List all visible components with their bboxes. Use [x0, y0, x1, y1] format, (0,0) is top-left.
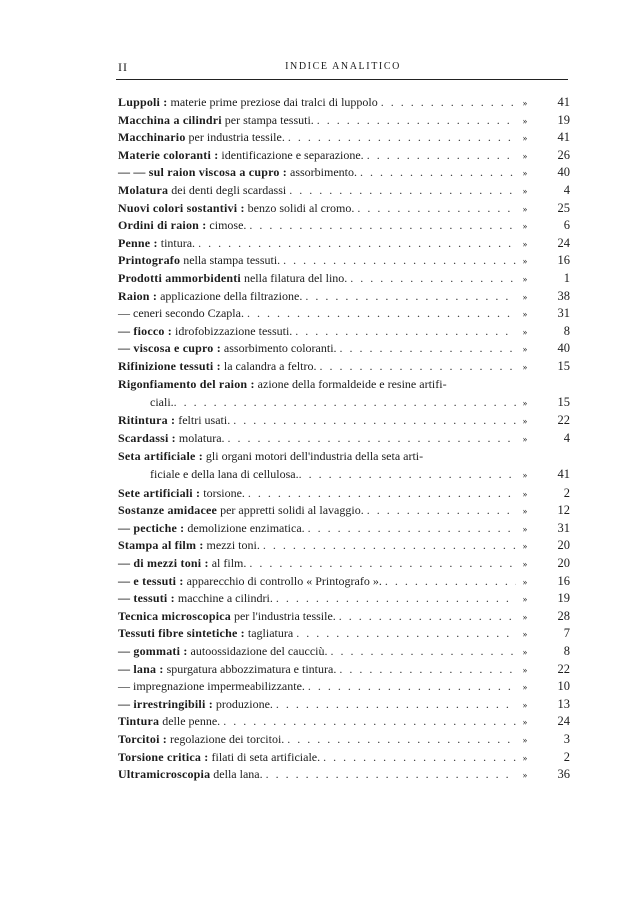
entry-text [150, 393, 174, 412]
guillemet-mark: » [522, 488, 528, 499]
page-ref: 36 [557, 767, 570, 782]
page-ref: 28 [557, 608, 570, 623]
index-entry [118, 147, 570, 165]
entry-heading: Luppoli : [118, 95, 168, 109]
entry-description: della lana. [210, 767, 263, 782]
page-ref: 19 [557, 112, 570, 127]
guillemet-mark: » [522, 594, 528, 605]
guillemet-mark: » [522, 576, 528, 587]
entry-text [118, 217, 246, 235]
entry-text [118, 323, 292, 341]
guillemet-mark: » [522, 344, 528, 355]
entry-text [118, 430, 225, 448]
entry-text [118, 305, 244, 323]
guillemet-mark: » [522, 256, 528, 267]
dot-leader [350, 270, 516, 288]
entry-text [118, 696, 273, 714]
guillemet-mark: » [522, 238, 528, 249]
page-ref: 8 [563, 323, 570, 338]
entry-description: azione della formaldeide e resine artifi- [254, 376, 447, 391]
entry-heading: Raion : [118, 288, 158, 303]
entry-text [118, 713, 220, 731]
index-entry [118, 502, 570, 520]
entry-description: regolazione dei torcitoi. [167, 731, 285, 746]
dot-leader [305, 288, 516, 306]
page-ref: 6 [563, 218, 570, 233]
index-entry [118, 766, 570, 784]
entry-description: delle penne. [159, 714, 221, 729]
entry-text [118, 340, 337, 358]
entry-heading: Macchina a cilindri [118, 112, 222, 127]
entry-description: ficiale e della lana di cellulosa. [150, 467, 299, 482]
index-entry [118, 235, 570, 253]
dot-leader [357, 200, 516, 218]
entry-heading: — e tessuti : [118, 573, 184, 588]
guillemet-mark: » [522, 664, 528, 675]
entry-heading: Stampa al film : [118, 538, 204, 553]
index-entry [118, 164, 570, 182]
index-entry [118, 590, 570, 608]
guillemet-mark: » [522, 168, 528, 179]
page-ref: 16 [557, 253, 570, 268]
entry-text [118, 625, 293, 643]
index-entry [118, 731, 570, 749]
entry-heading: Seta artificiale : [118, 448, 203, 463]
header-rule [116, 79, 568, 80]
dot-leader [317, 112, 516, 130]
entry-description: — ceneri secondo Czapla. [118, 306, 244, 321]
page-ref: 7 [563, 626, 570, 641]
dot-leader [339, 608, 516, 626]
entry-description: tagliatura [244, 626, 294, 641]
entry-description: tintura. [157, 235, 196, 250]
page-ref: 26 [557, 147, 570, 162]
dot-leader [247, 305, 516, 323]
dot-leader [228, 430, 516, 448]
guillemet-mark: » [522, 398, 528, 409]
guillemet-mark: » [522, 150, 528, 161]
page-ref: 20 [557, 538, 570, 553]
entry-description: assorbimento. [287, 165, 357, 180]
index-entry [118, 749, 570, 767]
guillemet-mark: » [522, 506, 528, 517]
entry-text [118, 448, 423, 466]
guillemet-mark: » [522, 541, 528, 552]
index-entry [118, 430, 570, 448]
page-ref: 19 [557, 591, 570, 606]
page-ref: 41 [557, 95, 570, 109]
guillemet-mark: » [522, 434, 528, 445]
guillemet-mark: » [522, 734, 528, 745]
page-ref: 40 [557, 165, 570, 180]
entry-description: benzo solidi al cromo. [244, 200, 355, 215]
dot-leader [233, 412, 516, 430]
entry-description: per stampa tessuti. [221, 112, 314, 127]
entry-description: feltri usati. [175, 413, 231, 428]
entry-heading: Tintura [118, 714, 160, 729]
dot-leader [330, 643, 516, 661]
dot-leader [266, 766, 516, 784]
guillemet-mark: » [522, 326, 528, 337]
guillemet-mark: » [522, 629, 528, 640]
page-ref: 41 [557, 467, 570, 482]
page-ref: 1 [563, 270, 570, 285]
page-ref: 4 [563, 431, 570, 446]
entry-text [118, 94, 378, 112]
guillemet-mark: » [522, 717, 528, 728]
entry-description: nella stampa tessuti. [180, 253, 281, 268]
guillemet-mark: » [522, 523, 528, 534]
entry-heading: — pectiche : [118, 520, 185, 535]
page-ref: 10 [557, 679, 570, 694]
entry-description: mezzi toni. [203, 538, 260, 553]
index-entry [118, 573, 570, 591]
entry-heading: — viscosa e cupro : [118, 341, 221, 356]
page-ref: 2 [563, 749, 570, 764]
page-ref: 38 [557, 288, 570, 303]
page-ref: 12 [557, 503, 570, 518]
entry-heading: Penne : [118, 235, 158, 250]
index-entry [118, 252, 570, 270]
dot-leader [308, 520, 516, 538]
entry-heading: Molatura [118, 182, 169, 197]
index-entry [118, 608, 570, 626]
entry-text [118, 200, 354, 218]
page-ref: 31 [557, 520, 570, 535]
guillemet-mark: » [522, 361, 528, 372]
dot-leader [296, 625, 516, 643]
entry-description: identificazione e separazione. [218, 147, 364, 162]
dot-leader [340, 340, 516, 358]
entry-text [118, 129, 285, 147]
index-entry [118, 340, 570, 358]
index-entry [118, 465, 570, 484]
guillemet-mark: » [522, 291, 528, 302]
dot-leader [381, 94, 516, 112]
entry-text [118, 537, 260, 555]
guillemet-mark: » [522, 185, 528, 196]
entry-description: assorbimento coloranti. [220, 341, 337, 356]
page-ref: 15 [557, 395, 570, 410]
index-entry [118, 217, 570, 235]
entry-text [118, 235, 195, 253]
page-ref: 15 [557, 358, 570, 373]
entry-description: — impregnazione impermeabilizzante. [118, 679, 305, 694]
entry-description: per industria tessile. [185, 130, 285, 145]
page-ref: 3 [563, 731, 570, 746]
entry-description: filati di seta artificiale. [208, 749, 321, 764]
entry-heading: Nuovi colori sostantivi : [118, 200, 245, 215]
entry-heading: Torsione critica : [118, 749, 209, 764]
dot-leader [295, 323, 516, 341]
dot-leader [276, 590, 516, 608]
guillemet-mark: » [522, 559, 528, 570]
entry-description: applicazione della filtrazione. [157, 288, 303, 303]
dot-leader [198, 235, 516, 253]
entry-heading: Printografo [118, 253, 181, 268]
dot-leader [249, 555, 516, 573]
entry-description: al film. [208, 556, 247, 571]
entry-description: demolizione enzimatica. [184, 520, 305, 535]
dot-leader [287, 731, 516, 749]
page-ref: 31 [557, 306, 570, 321]
page-ref: 22 [557, 661, 570, 676]
page-ref: 25 [557, 200, 570, 215]
entry-description: apparecchio di controllo « Printografo ». [183, 573, 382, 588]
index-entry [118, 485, 570, 503]
entry-heading: Sostanze amidacee [118, 503, 218, 518]
entry-heading: Materie coloranti : [118, 147, 219, 162]
entry-heading: — di mezzi toni : [118, 556, 209, 571]
index-entry [118, 94, 570, 112]
guillemet-mark: » [522, 221, 528, 232]
page-number: II [118, 60, 128, 74]
entry-heading: Macchinario [118, 130, 186, 145]
entry-heading: Ultramicroscopia [118, 767, 211, 782]
entry-heading: Rifinizione tessuti : [118, 358, 221, 373]
entry-text [118, 288, 302, 306]
entry-text [118, 608, 336, 626]
index-entry [118, 537, 570, 555]
dot-leader [289, 182, 516, 200]
entry-heading: — — sul raion viscosa a cupro : [118, 165, 287, 180]
guillemet-mark: » [522, 98, 528, 108]
index-entry [118, 625, 570, 643]
entry-text [118, 270, 347, 288]
entry-text [118, 590, 273, 608]
entry-heading: Sete artificiali : [118, 485, 201, 500]
guillemet-mark: » [522, 203, 528, 214]
running-head: INDICE ANALITICO [285, 61, 401, 72]
entry-heading: — gommati : [118, 644, 188, 658]
entry-description: macchine a cilindri. [174, 591, 273, 606]
entry-text [118, 358, 316, 376]
index-entry [118, 376, 570, 394]
entry-description: spurgatura abbozzimatura e tintura. [163, 661, 337, 676]
page-ref: 40 [557, 341, 570, 356]
page-ref: 16 [557, 573, 570, 588]
guillemet-mark: » [522, 309, 528, 320]
entry-description: idrofobizzazione tessuti. [171, 323, 293, 338]
index-entry [118, 696, 570, 714]
entry-description: per l'industria tessile. [230, 608, 336, 623]
index-entry [118, 393, 570, 412]
index-entry [118, 678, 570, 696]
entry-description: torsione. [200, 485, 245, 500]
index-entry [118, 555, 570, 573]
dot-leader [323, 749, 516, 767]
entry-text [118, 252, 280, 270]
index-entry [118, 288, 570, 306]
guillemet-mark: » [522, 115, 528, 126]
entry-text [118, 164, 357, 182]
entry-text [118, 485, 245, 503]
dot-leader [367, 502, 516, 520]
entry-description: ciali. [150, 395, 174, 410]
page-ref: 24 [557, 235, 570, 250]
entry-text [118, 731, 284, 749]
entry-description: gli organi motori dell'industria della seta arti- [202, 448, 424, 463]
dot-leader [276, 696, 516, 714]
page-ref: 24 [557, 714, 570, 729]
index-entry [118, 129, 570, 147]
dot-leader [249, 217, 516, 235]
dot-leader [263, 537, 516, 555]
dot-leader [283, 252, 516, 270]
entry-text [118, 573, 382, 591]
index-entry [118, 713, 570, 731]
entry-text [118, 520, 305, 538]
index-list [118, 94, 570, 784]
entry-heading: — fiocco : [118, 323, 172, 338]
entry-text [118, 182, 286, 200]
dot-leader [174, 393, 516, 412]
entry-heading: Tessuti fibre sintetiche : [118, 626, 245, 641]
dot-leader [299, 465, 516, 484]
entry-description: per appretti solidi al lavaggio. [217, 503, 364, 518]
index-entry [118, 182, 570, 200]
entry-description: la calandra a feltro. [220, 358, 317, 373]
entry-text [118, 147, 364, 165]
entry-heading: — lana : [118, 661, 164, 676]
entry-text [118, 766, 263, 784]
index-entry [118, 270, 570, 288]
guillemet-mark: » [522, 416, 528, 427]
dot-leader [308, 678, 516, 696]
index-entry [118, 448, 570, 466]
entry-heading: Ritintura : [118, 413, 176, 428]
entry-text [118, 643, 327, 661]
page-ref: 8 [563, 644, 570, 658]
guillemet-mark: » [522, 770, 528, 781]
entry-heading: — irrestringibili : [118, 696, 213, 711]
index-entry [118, 358, 570, 376]
entry-text [118, 555, 246, 573]
index-entry [118, 112, 570, 130]
dot-leader [248, 485, 516, 503]
entry-description: cimose. [206, 218, 247, 233]
index-entry [118, 200, 570, 218]
dot-leader [360, 164, 516, 182]
index-entry [118, 412, 570, 430]
page-ref: 13 [557, 696, 570, 711]
guillemet-mark: » [522, 647, 528, 657]
index-entry [118, 323, 570, 341]
entry-text [118, 502, 364, 520]
guillemet-mark: » [522, 682, 528, 693]
entry-heading: Tecnica microscopica [118, 608, 231, 623]
entry-text [118, 112, 314, 130]
guillemet-mark: » [522, 699, 528, 710]
guillemet-mark: » [522, 273, 528, 284]
page-ref: 22 [557, 413, 570, 428]
entry-heading: Torcitoi : [118, 731, 167, 746]
guillemet-mark: » [522, 133, 528, 144]
entry-description: molatura. [175, 431, 225, 446]
entry-text [118, 412, 230, 430]
guillemet-mark: » [522, 752, 528, 763]
dot-leader [288, 129, 516, 147]
entry-description: nella filatura del lino. [240, 270, 348, 285]
page-ref: 4 [563, 182, 570, 197]
entry-text [118, 749, 320, 767]
entry-heading: — tessuti : [118, 591, 175, 606]
page-ref: 41 [557, 130, 570, 145]
dot-leader [385, 573, 516, 591]
entry-description: dei denti degli scardassi [168, 182, 287, 197]
page-ref: 20 [557, 556, 570, 571]
index-entry [118, 305, 570, 323]
entry-heading: Ordini di raion : [118, 218, 207, 233]
page-ref: 2 [563, 485, 570, 500]
entry-description: autoossidazione del caucciù. [187, 644, 328, 658]
index-entry [118, 520, 570, 538]
guillemet-mark: » [522, 611, 528, 622]
entry-text [118, 678, 305, 696]
dot-leader [223, 713, 516, 731]
entry-text [118, 376, 447, 394]
dot-leader [339, 661, 516, 679]
dot-leader [367, 147, 516, 165]
index-entry [118, 661, 570, 679]
entry-description: materie prime preziose dai tralci di luppolo [167, 95, 378, 109]
entry-text [118, 661, 336, 679]
guillemet-mark: » [522, 470, 528, 481]
entry-text [150, 465, 299, 484]
entry-description: produzione. [212, 696, 273, 711]
entry-heading: Prodotti ammorbidenti [118, 270, 241, 285]
index-entry [118, 643, 570, 661]
entry-heading: Rigonfiamento del raion : [118, 376, 255, 391]
entry-heading: Scardassi : [118, 431, 176, 446]
dot-leader [319, 358, 516, 376]
